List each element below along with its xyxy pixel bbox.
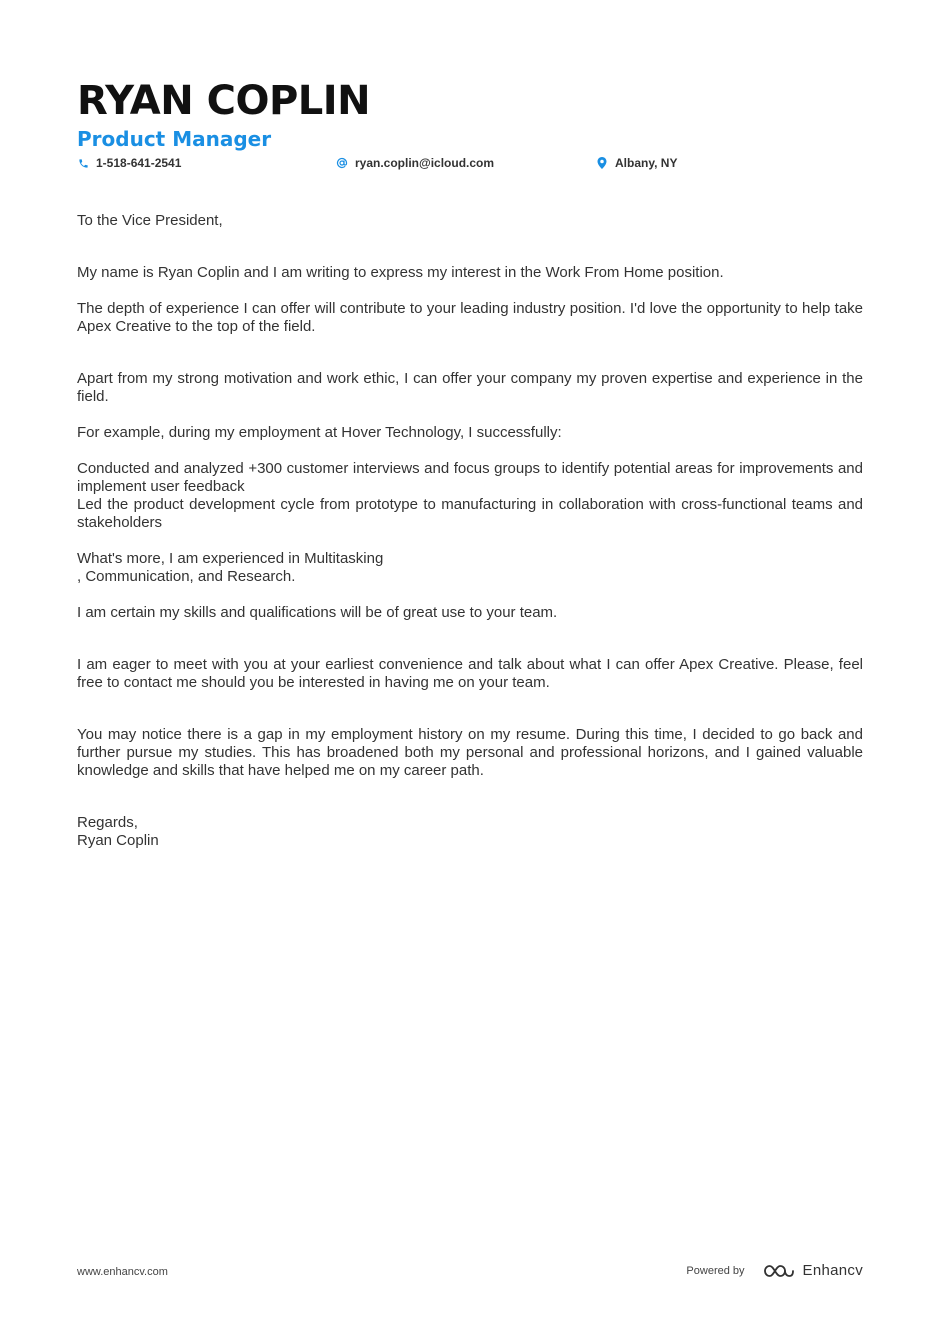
signature: Ryan Coplin bbox=[77, 832, 159, 849]
location-text: Albany, NY bbox=[615, 156, 678, 170]
contact-info bbox=[77, 156, 863, 176]
paragraph-experience: The depth of experience I can offer will contribute to your leading industry position. I'd love the opportunity to help take Apex Creative to the top of the field. bbox=[77, 300, 863, 335]
contact-location bbox=[596, 156, 677, 170]
letter-body bbox=[77, 212, 863, 850]
achievement-item: Conducted and analyzed +300 customer interviews and focus groups to identify potential areas for improvements and implement user feedback bbox=[77, 460, 863, 495]
paragraph-certainty: I am certain my skills and qualifications will be of great use to your team. bbox=[77, 604, 558, 621]
contact-email bbox=[336, 156, 494, 170]
powered-by bbox=[686, 1262, 863, 1279]
footer-website-link[interactable]: www.enhancv.com bbox=[77, 1266, 168, 1278]
paragraph-closing: I am eager to meet with you at your earliest convenience and talk about what I can offer Apex Creative. Please, feel free to contact me should you be interested in having me on your team. bbox=[77, 656, 863, 691]
brand-link[interactable] bbox=[763, 1262, 863, 1279]
applicant-role: Product Manager bbox=[77, 127, 272, 151]
paragraph-motivation: Apart from my strong motivation and work ethic, I can offer your company my proven expertise and experience in the field. bbox=[77, 370, 863, 405]
phone-icon bbox=[77, 157, 89, 169]
letter-header bbox=[77, 76, 863, 176]
paragraph-example-intro: For example, during my employment at Hover Technology, I successfully: bbox=[77, 424, 562, 441]
brand-name: Enhancv bbox=[802, 1262, 863, 1279]
enhancv-logo-icon bbox=[763, 1263, 795, 1279]
applicant-name: RYAN COPLIN bbox=[77, 78, 371, 124]
skills-line: What's more, I am experienced in Multitasking bbox=[77, 550, 384, 567]
powered-by-label: Powered by bbox=[686, 1264, 745, 1277]
paragraph-gap: You may notice there is a gap in my employment history on my resume. During this time, I decided to go back and further pursue my studies. This has broadened both my personal and professional horizons, and I gained valuable knowledge and skills that have helped me on my career path. bbox=[77, 726, 863, 779]
email-address[interactable]: ryan.coplin@icloud.com bbox=[355, 156, 495, 170]
phone-number[interactable]: 1-518-641-2541 bbox=[96, 156, 182, 170]
location-pin-icon bbox=[596, 157, 608, 169]
page-footer bbox=[77, 1262, 863, 1284]
achievement-item: Led the product development cycle from prototype to manufacturing in collaboration with cross-functional teams and stakeholders bbox=[77, 496, 863, 531]
signoff: Regards, bbox=[77, 814, 138, 831]
contact-phone bbox=[77, 156, 181, 170]
skills-line: , Communication, and Research. bbox=[77, 568, 296, 585]
at-sign-icon bbox=[336, 157, 348, 169]
salutation: To the Vice President, bbox=[77, 212, 223, 229]
paragraph-intro: My name is Ryan Coplin and I am writing to express my interest in the Work From Home position. bbox=[77, 264, 724, 281]
